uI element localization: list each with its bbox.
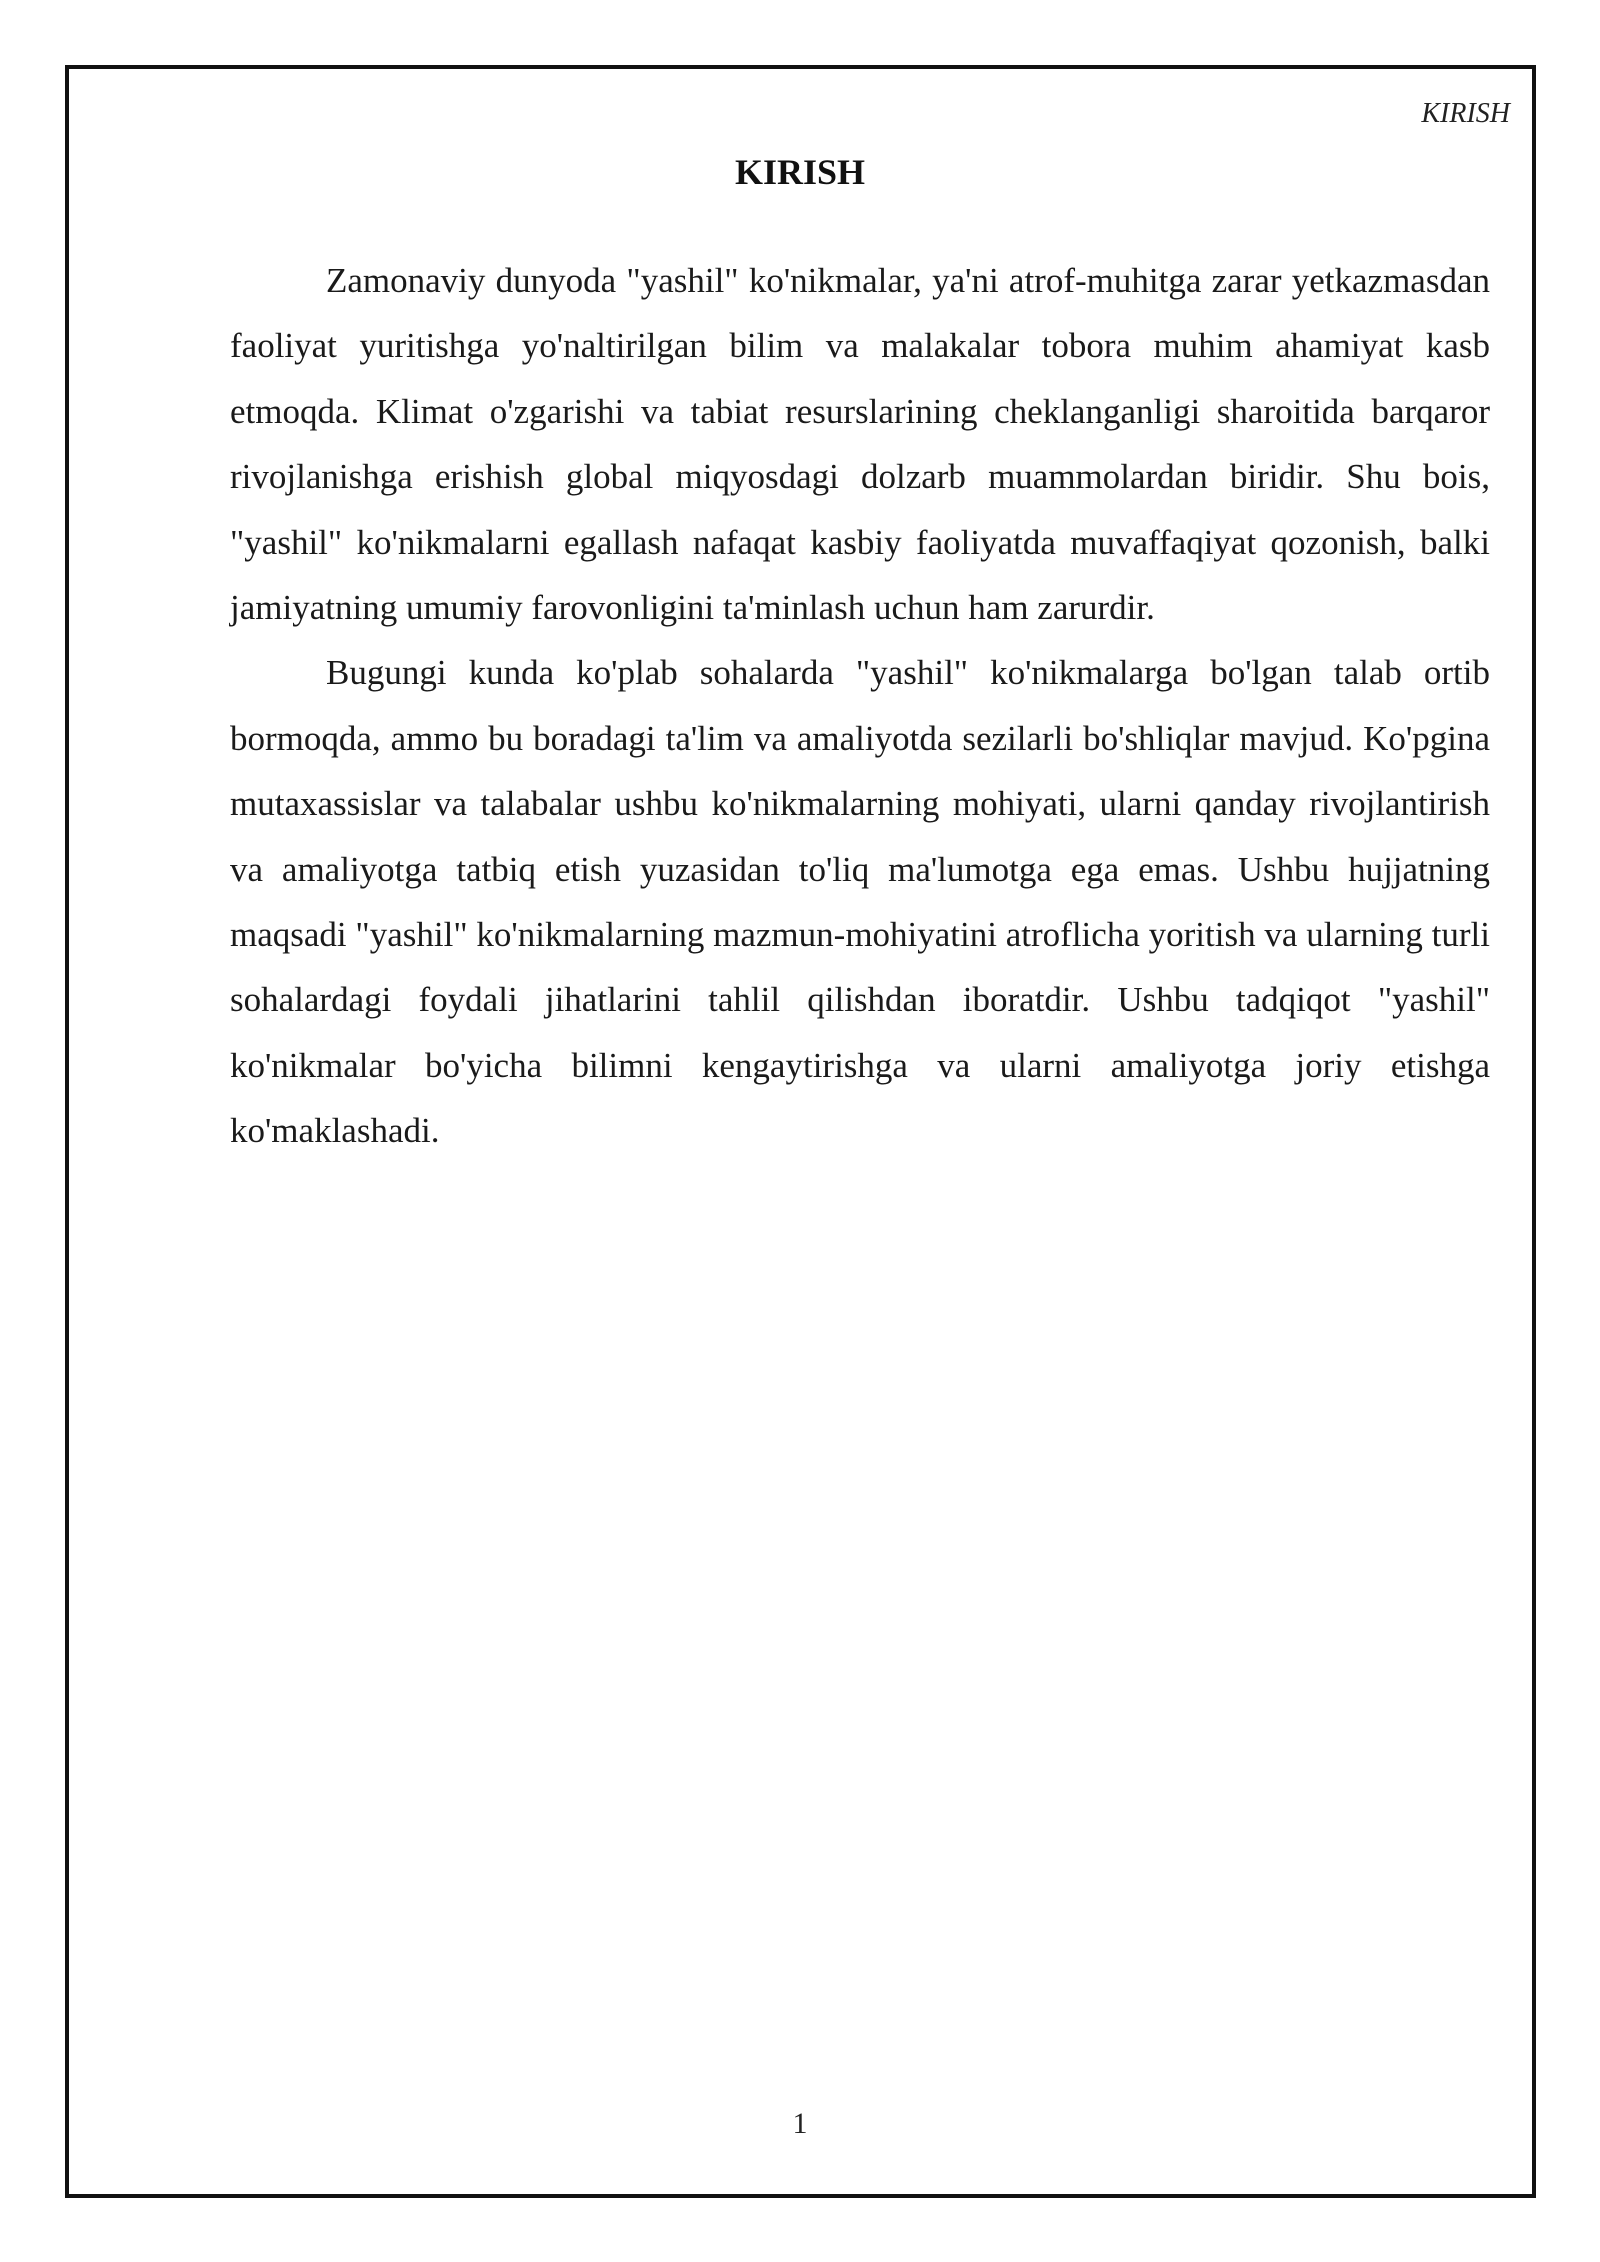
document-body	[230, 248, 1490, 1164]
paragraph-1: Zamonaviy dunyoda "yashil" ko'nikmalar, ya'ni atrof-muhitga zarar yetkazmasdan faoliyat yuritishga yo'naltirilgan bilim va malakalar tobora muhim ahamiyat kasb etmoqda. Klimat o'zgarishi va tabiat resurslarining cheklanganligi sharoitida barqaror rivojlanishga erishish global miqyosdagi dolzarb muammolardan biridir. Shu bois, "yashil" ko'nikmalarni egallash nafaqat kasbiy faoliyatda muvaffaqiyat qozonish, balki jamiyatning umumiy farovonligini ta'minlash uchun ham zarurdir.	[230, 261, 1490, 628]
paragraph-2: Bugungi kunda ko'plab sohalarda "yashil" ko'nikmalarga bo'lgan talab ortib bormoqda, ammo bu boradagi ta'lim va amaliyotda sezilarli bo'shliqlar mavjud. Ko'pgina mutaxassislar va talabalar ushbu ko'nikmalarning mohiyati, ularni qanday rivojlantirish va amaliyotga tatbiq etish yuzasidan to'liq ma'lumotga ega emas. Ushbu hujjatning maqsadi "yashil" ko'nikmalarning mazmun-mohiyatini atroflicha yoritish va ularning turli sohalardagi foydali jihatlarini tahlil qilishdan iboratdir. Ushbu tadqiqot "yashil" ko'nikmalar bo'yicha bilimni kengaytirishga va ularni amaliyotga joriy etishga ko'maklashadi.	[230, 653, 1490, 1151]
document-title: KIRISH	[734, 152, 866, 192]
running-header: KIRISH	[1421, 98, 1510, 129]
page-number: 1	[792, 2107, 808, 2140]
